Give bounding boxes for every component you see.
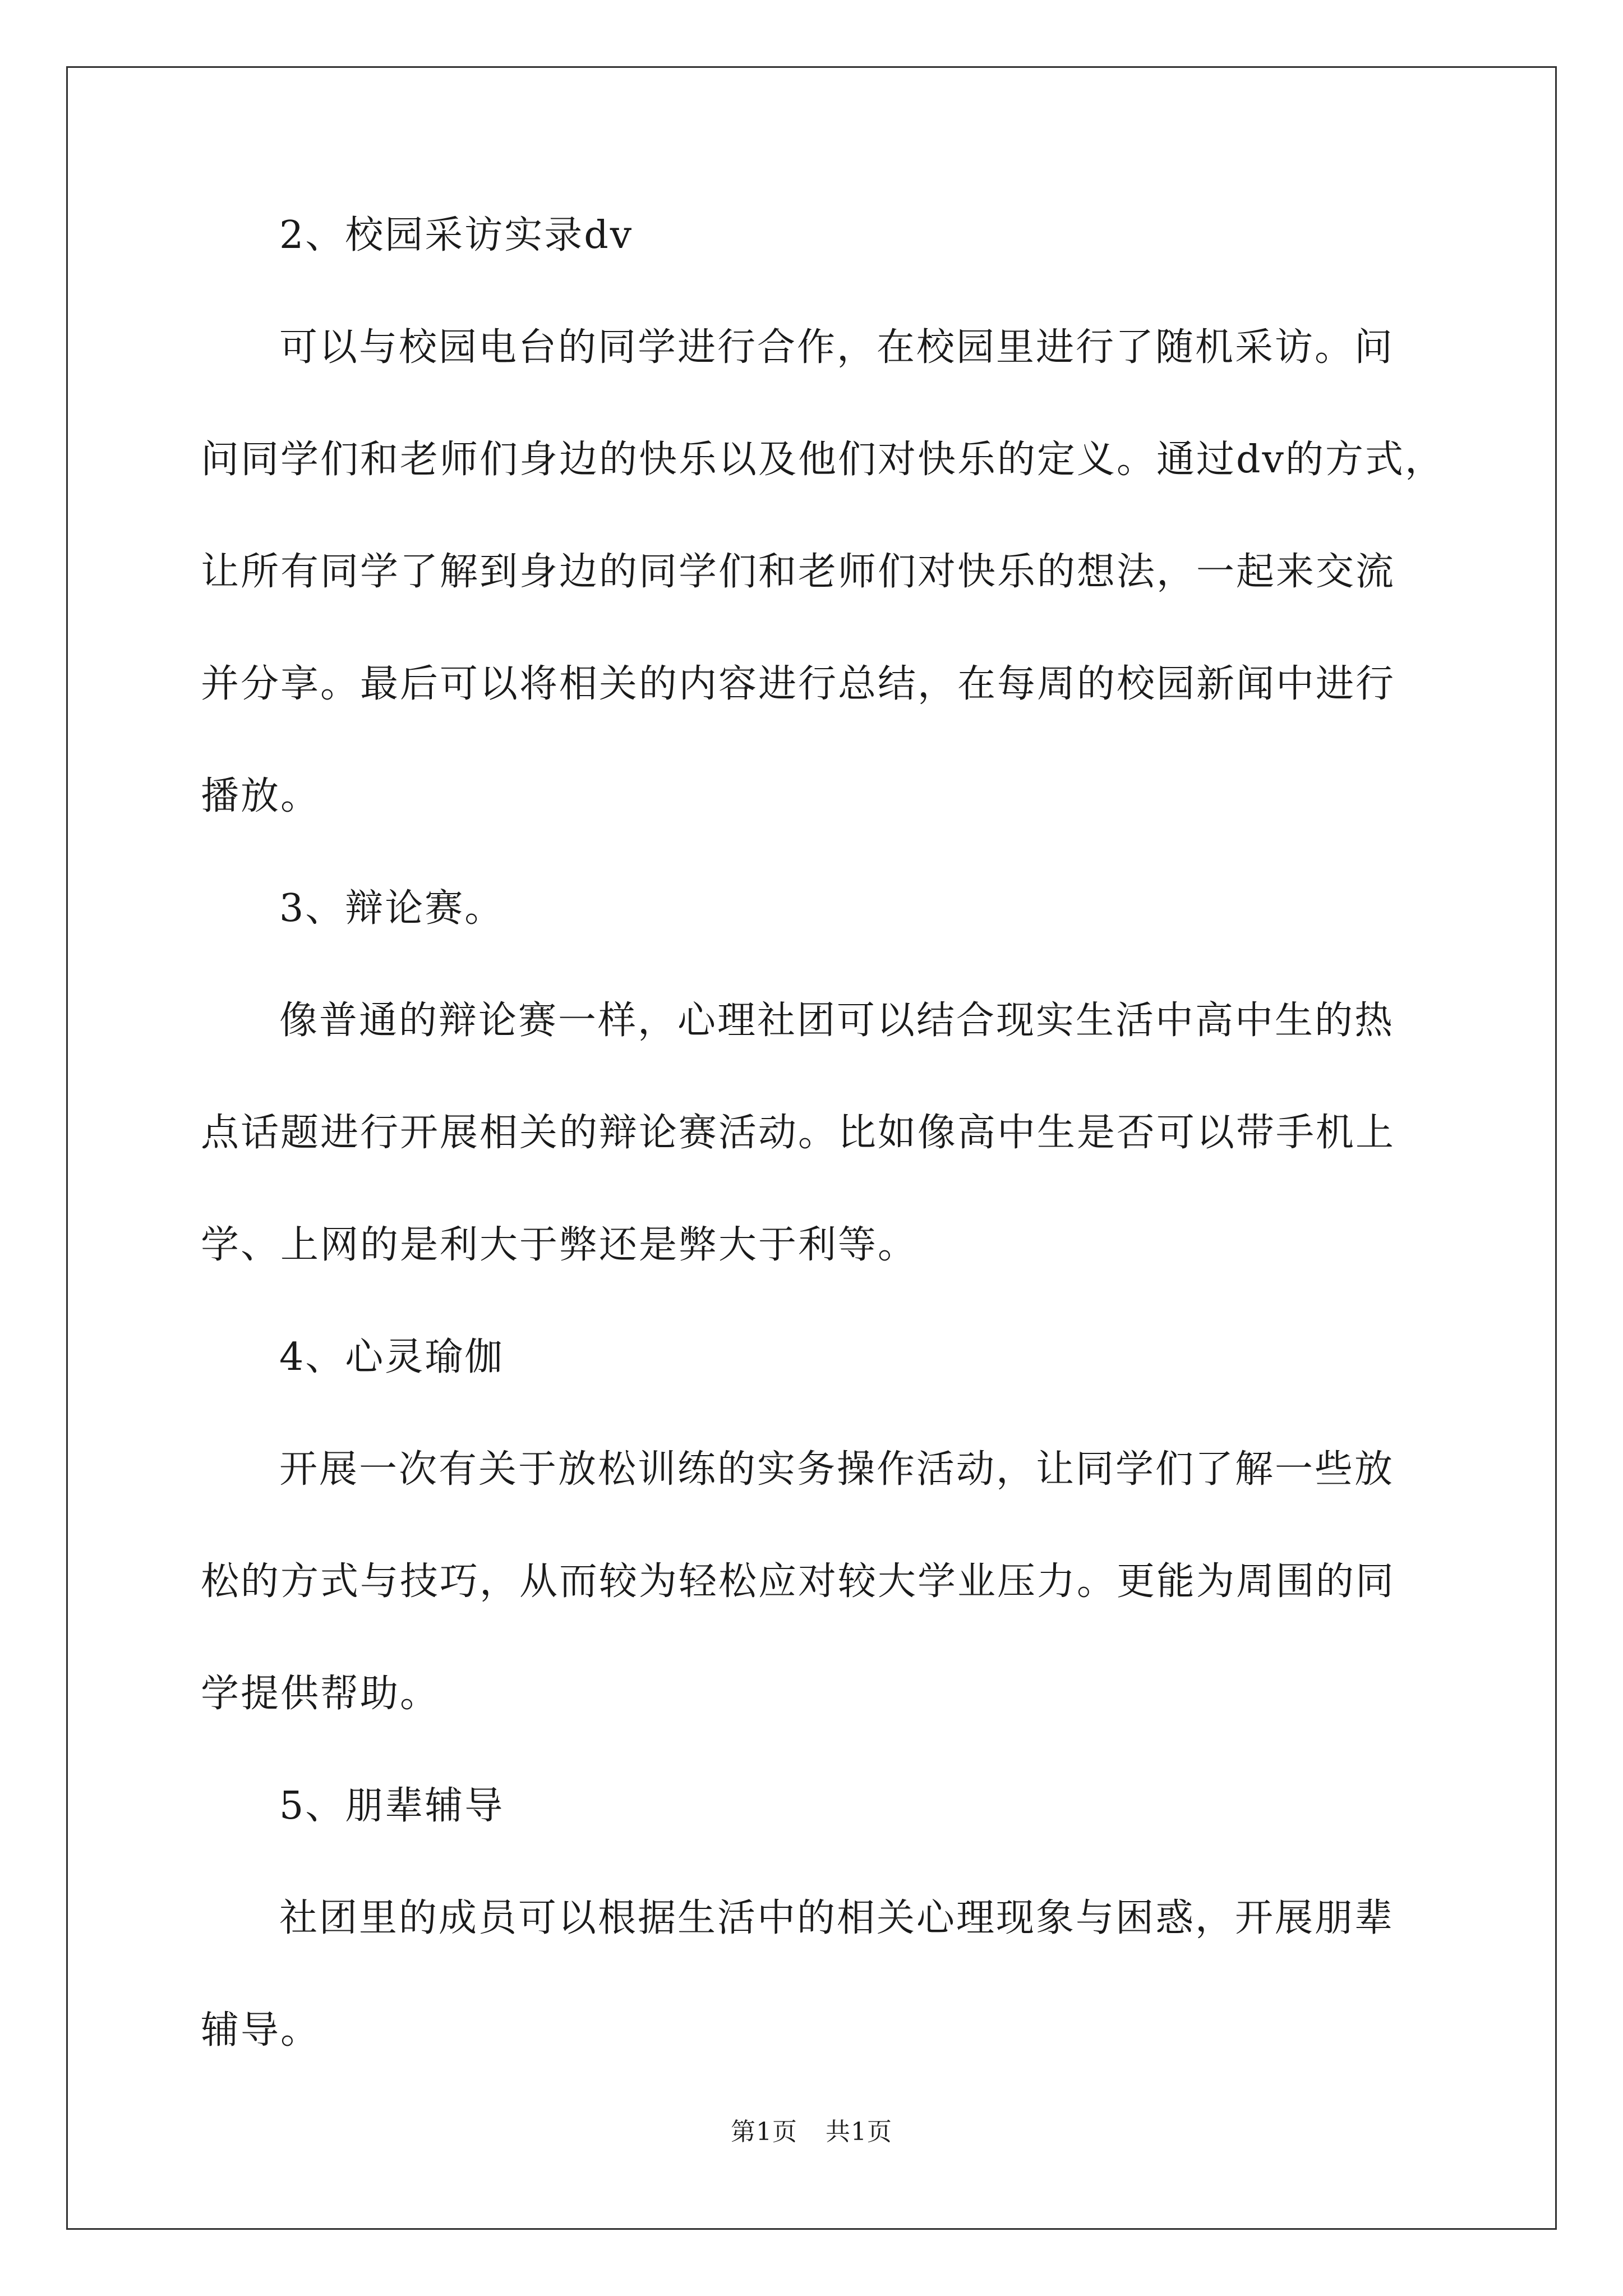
paragraph-line: 可以与校园电台的同学进行合作，在校园里进行了随机采访。问 bbox=[279, 325, 1395, 370]
page-number-total: 共1页 bbox=[826, 2118, 892, 2146]
paragraph-line: 并分享。最后可以将相关的内容进行总结，在每周的校园新闻中进行 bbox=[201, 662, 1396, 706]
paragraph-line: 像普通的辩论赛一样，心理社团可以结合现实生活中高中生的热 bbox=[279, 999, 1395, 1043]
section-heading: 2、校园采访实录dv bbox=[279, 213, 634, 257]
paragraph-line: 点话题进行开展相关的辩论赛活动。比如像高中生是否可以带手机上 bbox=[201, 1111, 1396, 1155]
paragraph-line: 辅导。 bbox=[201, 2008, 321, 2053]
section-heading: 3、辩论赛。 bbox=[279, 886, 505, 931]
paragraph-line: 学提供帮助。 bbox=[201, 1672, 440, 1716]
paragraph-line: 松的方式与技巧，从而较为轻松应对较大学业压力。更能为周围的同 bbox=[201, 1559, 1396, 1604]
section-heading: 4、心灵瑜伽 bbox=[279, 1335, 505, 1379]
paragraph-line: 开展一次有关于放松训练的实务操作活动，让同学们了解一些放 bbox=[279, 1447, 1395, 1492]
paragraph-line: 社团里的成员可以根据生活中的相关心理现象与困惑，开展朋辈 bbox=[279, 1896, 1395, 1940]
paragraph-line: 学、上网的是利大于弊还是弊大于利等。 bbox=[201, 1223, 918, 1267]
page-footer bbox=[0, 2116, 1623, 2148]
page-number-current: 第1页 bbox=[731, 2118, 797, 2146]
paragraph-line: 让所有同学了解到身边的同学们和老师们对快乐的想法，一起来交流 bbox=[201, 550, 1396, 594]
paragraph-line: 播放。 bbox=[201, 774, 321, 818]
section-heading: 5、朋辈辅导 bbox=[279, 1784, 505, 1828]
paragraph-line: 问同学们和老师们身边的快乐以及他们对快乐的定义。通过dv的方式， bbox=[201, 438, 1445, 482]
